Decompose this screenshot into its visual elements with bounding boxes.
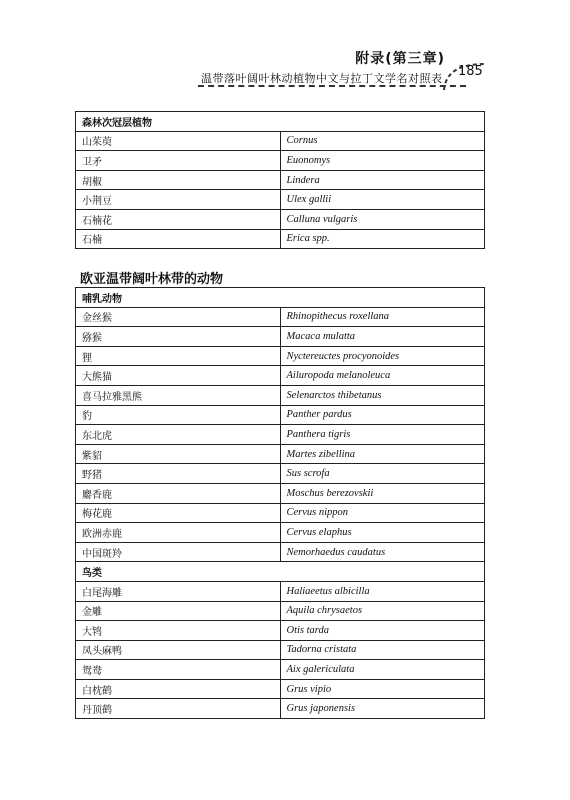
table-row <box>76 640 485 660</box>
table-row <box>76 581 485 601</box>
table-row <box>76 346 485 366</box>
table-row <box>76 151 485 171</box>
table-row <box>76 385 485 405</box>
chinese-name: 梅花鹿 <box>76 503 281 523</box>
chinese-name: 凤头麻鸭 <box>76 640 281 660</box>
latin-name: Otis tarda <box>280 621 485 641</box>
latin-name: Cervus nippon <box>280 503 485 523</box>
table-row <box>76 131 485 151</box>
section-title-animals: 欧亚温带阔叶林带的动物 <box>80 272 224 287</box>
table-row <box>76 601 485 621</box>
chinese-name: 丹顶鹤 <box>76 699 281 719</box>
page-header <box>0 0 570 100</box>
table-row <box>76 366 485 386</box>
chinese-name: 豹 <box>76 405 281 425</box>
chinese-name: 猕猴 <box>76 327 281 347</box>
latin-name: Erica spp. <box>280 229 485 249</box>
chinese-name: 石楠 <box>76 229 281 249</box>
latin-name: Cervus elaphus <box>280 523 485 543</box>
chinese-name: 狸 <box>76 346 281 366</box>
table-row <box>76 327 485 347</box>
latin-name: Grus vipio <box>280 679 485 699</box>
latin-name: Cornus <box>280 131 485 151</box>
latin-name: Nyctereuctes procyonoides <box>280 346 485 366</box>
latin-name: Aix galericulata <box>280 660 485 680</box>
chinese-name: 欧洲赤鹿 <box>76 523 281 543</box>
latin-name: Calluna vulgaris <box>280 209 485 229</box>
table-row <box>76 660 485 680</box>
latin-name: Ulex gallii <box>280 190 485 210</box>
chinese-name: 金雕 <box>76 601 281 621</box>
chinese-name: 紫貂 <box>76 444 281 464</box>
chinese-name: 大鸨 <box>76 621 281 641</box>
latin-name: Panther pardus <box>280 405 485 425</box>
table-section-row <box>76 288 485 308</box>
understory-plants-table <box>75 111 485 249</box>
table-row <box>76 405 485 425</box>
chinese-name: 金丝猴 <box>76 307 281 327</box>
latin-name: Selenarctos thibetanus <box>280 385 485 405</box>
table-row <box>76 229 485 249</box>
animals-table <box>75 287 485 719</box>
table-row <box>76 523 485 543</box>
table-section-row <box>76 112 485 132</box>
latin-name: Tadorna cristata <box>280 640 485 660</box>
table-row <box>76 190 485 210</box>
latin-name: Haliaeetus albicilla <box>280 581 485 601</box>
latin-name: Macaca mulatta <box>280 327 485 347</box>
chinese-name: 石楠花 <box>76 209 281 229</box>
latin-name: Grus japonensis <box>280 699 485 719</box>
table-row <box>76 170 485 190</box>
table-row <box>76 621 485 641</box>
chinese-name: 小荆豆 <box>76 190 281 210</box>
chinese-name: 白尾海雕 <box>76 581 281 601</box>
table-row <box>76 307 485 327</box>
chinese-name: 胡椒 <box>76 170 281 190</box>
latin-name: Rhinopithecus roxellana <box>280 307 485 327</box>
header-dashed-rule <box>198 85 466 87</box>
chinese-name: 东北虎 <box>76 425 281 445</box>
latin-name: Martes zibellina <box>280 444 485 464</box>
latin-name: Lindera <box>280 170 485 190</box>
table-row <box>76 699 485 719</box>
chinese-name: 大熊猫 <box>76 366 281 386</box>
table-row <box>76 209 485 229</box>
latin-name: Nemorhaedus caudatus <box>280 542 485 562</box>
table-section-row <box>76 562 485 582</box>
table-row <box>76 503 485 523</box>
latin-name: Moschus berezovskii <box>280 483 485 503</box>
table-row <box>76 483 485 503</box>
chinese-name: 卫矛 <box>76 151 281 171</box>
chinese-name: 喜马拉雅黑熊 <box>76 385 281 405</box>
table-row <box>76 542 485 562</box>
appendix-subtitle: 温带落叶阔叶林动植物中文与拉丁文学名对照表 <box>201 72 443 85</box>
latin-name: Euonomys <box>280 151 485 171</box>
table-row <box>76 425 485 445</box>
chinese-name: 野猪 <box>76 464 281 484</box>
chinese-name: 山茱萸 <box>76 131 281 151</box>
appendix-title: 附录(第三章) <box>355 51 445 67</box>
section-heading-understory: 森林次冠层植物 <box>76 112 485 132</box>
section-heading-birds: 鸟类 <box>76 562 485 582</box>
section-heading-mammals: 哺乳动物 <box>76 288 485 308</box>
chinese-name: 白枕鹤 <box>76 679 281 699</box>
chinese-name: 中国斑羚 <box>76 542 281 562</box>
latin-name: Aquila chrysaetos <box>280 601 485 621</box>
table-row <box>76 464 485 484</box>
latin-name: Sus scrofa <box>280 464 485 484</box>
latin-name: Ailuropoda melanoleuca <box>280 366 485 386</box>
table-row <box>76 679 485 699</box>
latin-name: Panthera tigris <box>280 425 485 445</box>
table-row <box>76 444 485 464</box>
page-number: 185 <box>458 64 483 79</box>
chinese-name: 鸳鸯 <box>76 660 281 680</box>
chinese-name: 麝香鹿 <box>76 483 281 503</box>
